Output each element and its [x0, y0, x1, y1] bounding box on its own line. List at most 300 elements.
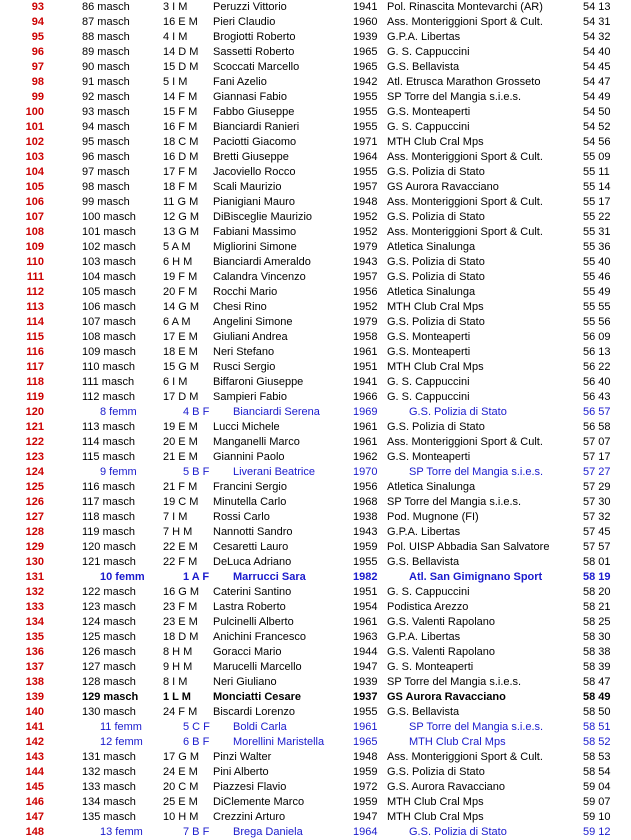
athlete-name-cell: Cesaretti Lauro [213, 541, 289, 553]
position-cell: 97 [31, 61, 44, 73]
category-position-cell: 1 L M [163, 691, 191, 703]
time-cell: 55 31 [583, 226, 611, 238]
time-cell: 57 30 [583, 496, 611, 508]
category-position-cell: 21 F M [163, 481, 198, 493]
category-count-cell: 104 masch [82, 271, 136, 283]
position-cell: 146 [25, 796, 44, 808]
category-count-cell: 123 masch [82, 601, 136, 613]
table-row [0, 75, 631, 90]
category-count-cell: 87 masch [82, 16, 130, 28]
club-cell: G.S. Bellavista [387, 61, 460, 73]
position-cell: 103 [25, 151, 44, 163]
table-row [0, 780, 631, 795]
time-cell: 58 53 [583, 751, 611, 763]
athlete-name-cell: Migliorini Simone [213, 241, 297, 253]
birth-year-cell: 1957 [353, 181, 378, 193]
birth-year-cell: 1968 [353, 496, 378, 508]
athlete-name-cell: Manganelli Marco [213, 436, 300, 448]
category-position-cell: 15 D M [163, 61, 199, 73]
time-cell: 58 39 [583, 661, 611, 673]
birth-year-cell: 1958 [353, 331, 378, 343]
time-cell: 54 56 [583, 136, 611, 148]
position-cell: 117 [26, 361, 44, 373]
position-cell: 141 [25, 721, 44, 733]
time-cell: 59 10 [583, 811, 611, 823]
position-cell: 126 [25, 496, 44, 508]
birth-year-cell: 1961 [353, 436, 378, 448]
category-count-cell: 129 masch [82, 691, 139, 703]
athlete-name-cell: Jacoviello Rocco [213, 166, 296, 178]
table-row [0, 480, 631, 495]
athlete-name-cell: Lastra Roberto [213, 601, 286, 613]
club-cell: Atl. San Gimignano Sport [409, 571, 543, 583]
athlete-name-cell: Chesi Rino [213, 301, 267, 313]
birth-year-cell: 1955 [353, 106, 378, 118]
category-count-cell: 108 masch [82, 331, 136, 343]
category-position-cell: 20 F M [163, 286, 198, 298]
time-cell: 54 40 [583, 46, 611, 58]
category-count-cell: 116 masch [82, 481, 135, 493]
time-cell: 56 58 [583, 421, 611, 433]
category-count-cell: 11 femm [100, 721, 142, 733]
birth-year-cell: 1959 [353, 541, 378, 553]
club-cell: MTH Club Cral Mps [387, 361, 484, 373]
position-cell: 138 [25, 676, 44, 688]
club-cell: G.S. Valenti Rapolano [387, 646, 496, 658]
birth-year-cell: 1965 [353, 46, 378, 58]
position-cell: 137 [25, 661, 44, 673]
time-cell: 55 36 [583, 241, 611, 253]
time-cell: 58 19 [583, 571, 611, 583]
position-cell: 131 [25, 571, 44, 583]
athlete-name-cell: Marrucci Sara [233, 571, 306, 583]
time-cell: 56 43 [583, 391, 611, 403]
position-cell: 99 [31, 91, 44, 103]
category-count-cell: 120 masch [82, 541, 136, 553]
category-position-cell: 16 F M [163, 121, 198, 133]
club-cell: SP Torre del Mangia s.i.e.s. [409, 466, 544, 478]
table-row [0, 180, 631, 195]
category-count-cell: 90 masch [82, 61, 130, 73]
position-cell: 142 [25, 736, 44, 748]
time-cell: 54 32 [583, 31, 611, 43]
position-cell: 144 [25, 766, 44, 778]
table-row [0, 765, 631, 780]
table-row [0, 630, 631, 645]
table-row [0, 360, 631, 375]
category-count-cell: 96 masch [82, 151, 130, 163]
club-cell: G. S. Cappuccini [387, 391, 470, 403]
time-cell: 57 29 [583, 481, 611, 493]
table-row [0, 810, 631, 825]
category-position-cell: 17 E M [163, 331, 198, 343]
athlete-name-cell: Monciatti Cesare [213, 691, 302, 703]
club-cell: G. S. Cappuccini [387, 46, 470, 58]
category-count-cell: 133 masch [82, 781, 136, 793]
birth-year-cell: 1948 [353, 196, 378, 208]
table-row [0, 435, 631, 450]
athlete-name-cell: Lucci Michele [213, 421, 280, 433]
athlete-name-cell: Bianciardi Serena [233, 406, 320, 418]
table-row [0, 60, 631, 75]
position-cell: 98 [31, 76, 44, 88]
birth-year-cell: 1971 [353, 136, 378, 148]
birth-year-cell: 1955 [353, 121, 378, 133]
athlete-name-cell: Biffaroni Giuseppe [213, 376, 304, 388]
time-cell: 58 21 [583, 601, 611, 613]
birth-year-cell: 1951 [353, 361, 378, 373]
time-cell: 58 38 [583, 646, 611, 658]
category-count-cell: 89 masch [82, 46, 130, 58]
birth-year-cell: 1952 [353, 301, 378, 313]
table-row [0, 615, 631, 630]
time-cell: 55 22 [583, 211, 611, 223]
athlete-name-cell: Brogiotti Roberto [213, 31, 296, 43]
time-cell: 59 12 [583, 826, 611, 838]
birth-year-cell: 1979 [353, 241, 378, 253]
table-row [0, 240, 631, 255]
athlete-name-cell: Neri Stefano [213, 346, 275, 358]
category-count-cell: 126 masch [82, 646, 136, 658]
category-count-cell: 105 masch [82, 286, 136, 298]
category-position-cell: 16 E M [163, 16, 198, 28]
table-row [0, 450, 631, 465]
athlete-name-cell: Peruzzi Vittorio [213, 1, 287, 13]
time-cell: 54 52 [583, 121, 611, 133]
table-row [0, 525, 631, 540]
position-cell: 127 [25, 511, 44, 523]
position-cell: 101 [25, 121, 44, 133]
position-cell: 128 [25, 526, 44, 538]
club-cell: G.S. Polizia di Stato [387, 271, 485, 283]
position-cell: 123 [25, 451, 44, 463]
category-position-cell: 5 I M [163, 76, 188, 88]
athlete-name-cell: Scali Maurizio [213, 181, 282, 193]
table-row [0, 585, 631, 600]
time-cell: 56 40 [583, 376, 611, 388]
birth-year-cell: 1954 [353, 601, 378, 613]
table-row [0, 90, 631, 105]
category-position-cell: 18 D M [163, 631, 199, 643]
athlete-name-cell: Pinzi Walter [213, 751, 272, 763]
time-cell: 54 31 [583, 16, 611, 28]
athlete-name-cell: Crezzini Arturo [213, 811, 286, 823]
athlete-name-cell: Bianciardi Ameraldo [213, 256, 311, 268]
category-position-cell: 9 H M [163, 661, 193, 673]
club-cell: GS Aurora Ravacciano [387, 691, 506, 703]
category-position-cell: 11 G M [163, 196, 199, 208]
club-cell: SP Torre del Mangia s.i.e.s. [387, 676, 522, 688]
athlete-name-cell: Minutella Carlo [213, 496, 287, 508]
birth-year-cell: 1979 [353, 316, 378, 328]
category-position-cell: 19 E M [163, 421, 198, 433]
athlete-name-cell: Sampieri Fabio [213, 391, 287, 403]
birth-year-cell: 1944 [353, 646, 378, 658]
time-cell: 54 45 [583, 61, 611, 73]
table-row [0, 510, 631, 525]
time-cell: 55 55 [583, 301, 611, 313]
table-row [0, 30, 631, 45]
birth-year-cell: 1941 [353, 1, 378, 13]
birth-year-cell: 1961 [353, 421, 378, 433]
time-cell: 59 07 [583, 796, 611, 808]
category-position-cell: 8 H M [163, 646, 193, 658]
category-position-cell: 7 B F [183, 826, 210, 838]
category-position-cell: 6 I M [163, 376, 188, 388]
table-row [0, 390, 631, 405]
category-position-cell: 16 D M [163, 151, 199, 163]
birth-year-cell: 1965 [353, 736, 378, 748]
athlete-name-cell: Fani Azelio [213, 76, 267, 88]
athlete-name-cell: Rocchi Mario [213, 286, 278, 298]
category-position-cell: 14 D M [163, 46, 199, 58]
time-cell: 55 11 [583, 166, 610, 178]
category-count-cell: 102 masch [82, 241, 136, 253]
time-cell: 58 49 [583, 691, 611, 703]
category-position-cell: 23 E M [163, 616, 198, 628]
club-cell: GS Aurora Ravacciano [387, 181, 499, 193]
club-cell: Pod. Mugnone (FI) [387, 511, 479, 523]
category-count-cell: 94 masch [82, 121, 130, 133]
club-cell: Ass. Monteriggioni Sport & Cult. [387, 226, 543, 238]
table-row [0, 720, 631, 735]
time-cell: 56 09 [583, 331, 611, 343]
time-cell: 58 25 [583, 616, 611, 628]
table-row [0, 225, 631, 240]
time-cell: 58 20 [583, 586, 611, 598]
category-count-cell: 12 femm [100, 736, 143, 748]
category-count-cell: 86 masch [82, 1, 130, 13]
position-cell: 110 [26, 256, 44, 268]
athlete-name-cell: Liverani Beatrice [233, 466, 315, 478]
time-cell: 54 49 [583, 91, 611, 103]
birth-year-cell: 1963 [353, 631, 378, 643]
athlete-name-cell: Giannini Paolo [213, 451, 285, 463]
birth-year-cell: 1964 [353, 151, 378, 163]
birth-year-cell: 1948 [353, 751, 378, 763]
table-row [0, 135, 631, 150]
category-position-cell: 18 F M [163, 181, 198, 193]
club-cell: Atl. Etrusca Marathon Grosseto [387, 76, 541, 88]
position-cell: 118 [26, 376, 44, 388]
position-cell: 147 [25, 811, 44, 823]
time-cell: 55 49 [583, 286, 611, 298]
category-position-cell: 20 C M [163, 781, 199, 793]
position-cell: 112 [26, 286, 44, 298]
position-cell: 94 [31, 16, 44, 28]
club-cell: Atletica Sinalunga [387, 286, 476, 298]
club-cell: MTH Club Cral Mps [409, 736, 506, 748]
category-position-cell: 22 E M [163, 541, 198, 553]
athlete-name-cell: Angelini Simone [213, 316, 293, 328]
category-count-cell: 99 masch [82, 196, 130, 208]
club-cell: G.S. Polizia di Stato [387, 256, 485, 268]
athlete-name-cell: Scoccati Marcello [213, 61, 300, 73]
position-cell: 107 [25, 211, 44, 223]
athlete-name-cell: Giuliani Andrea [213, 331, 288, 343]
table-row [0, 210, 631, 225]
birth-year-cell: 1959 [353, 796, 378, 808]
category-count-cell: 114 masch [82, 436, 135, 448]
category-position-cell: 6 B F [183, 736, 210, 748]
position-cell: 96 [31, 46, 44, 58]
position-cell: 113 [26, 301, 44, 313]
category-position-cell: 12 G M [163, 211, 200, 223]
table-row [0, 405, 631, 420]
club-cell: MTH Club Cral Mps [387, 796, 484, 808]
category-position-cell: 1 A F [183, 571, 210, 583]
club-cell: Ass. Monteriggioni Sport & Cult. [387, 196, 543, 208]
athlete-name-cell: Rossi Carlo [213, 511, 270, 523]
category-count-cell: 134 masch [82, 796, 136, 808]
category-position-cell: 7 H M [163, 526, 193, 538]
category-position-cell: 10 H M [163, 811, 199, 823]
category-count-cell: 13 femm [100, 826, 143, 838]
birth-year-cell: 1969 [353, 406, 378, 418]
time-cell: 55 14 [583, 181, 611, 193]
category-position-cell: 19 C M [163, 496, 199, 508]
category-position-cell: 14 G M [163, 301, 200, 313]
birth-year-cell: 1962 [353, 451, 378, 463]
athlete-name-cell: Morellini Maristella [233, 736, 325, 748]
birth-year-cell: 1957 [353, 271, 378, 283]
table-row [0, 285, 631, 300]
club-cell: G.S. Aurora Ravacciano [387, 781, 506, 793]
position-cell: 108 [25, 226, 44, 238]
athlete-name-cell: Francini Sergio [213, 481, 287, 493]
time-cell: 54 47 [583, 76, 611, 88]
club-cell: G.S. Bellavista [387, 706, 460, 718]
birth-year-cell: 1939 [353, 31, 378, 43]
category-count-cell: 122 masch [82, 586, 136, 598]
category-position-cell: 5 C F [183, 721, 210, 733]
time-cell: 55 56 [583, 316, 611, 328]
category-count-cell: 124 masch [82, 616, 136, 628]
birth-year-cell: 1961 [353, 346, 378, 358]
category-position-cell: 20 E M [163, 436, 198, 448]
athlete-name-cell: Brega Daniela [233, 826, 303, 838]
table-row [0, 555, 631, 570]
category-position-cell: 24 F M [163, 706, 198, 718]
position-cell: 135 [25, 631, 44, 643]
position-cell: 102 [25, 136, 44, 148]
club-cell: G.S. Polizia di Stato [387, 211, 485, 223]
athlete-name-cell: Biscardi Lorenzo [213, 706, 295, 718]
birth-year-cell: 1955 [353, 556, 378, 568]
birth-year-cell: 1952 [353, 211, 378, 223]
table-row [0, 495, 631, 510]
athlete-name-cell: Goracci Mario [213, 646, 282, 658]
category-position-cell: 19 F M [163, 271, 198, 283]
club-cell: Ass. Monteriggioni Sport & Cult. [387, 436, 543, 448]
category-count-cell: 113 masch [82, 421, 135, 433]
category-count-cell: 93 masch [82, 106, 130, 118]
birth-year-cell: 1965 [353, 61, 378, 73]
athlete-name-cell: Caterini Santino [213, 586, 292, 598]
athlete-name-cell: Pulcinelli Alberto [213, 616, 294, 628]
athlete-name-cell: Boldi Carla [233, 721, 287, 733]
table-row [0, 15, 631, 30]
club-cell: G.S. Valenti Rapolano [387, 616, 496, 628]
athlete-name-cell: Rusci Sergio [213, 361, 276, 373]
table-row [0, 300, 631, 315]
time-cell: 54 13 [583, 1, 611, 13]
club-cell: G.S. Polizia di Stato [387, 316, 485, 328]
position-cell: 143 [25, 751, 44, 763]
birth-year-cell: 1961 [353, 616, 378, 628]
category-count-cell: 112 masch [82, 391, 135, 403]
table-row [0, 45, 631, 60]
club-cell: G.P.A. Libertas [387, 631, 461, 643]
birth-year-cell: 1961 [353, 721, 378, 733]
table-row [0, 0, 631, 15]
table-row [0, 105, 631, 120]
time-cell: 58 51 [583, 721, 611, 733]
category-count-cell: 111 masch [82, 376, 135, 388]
table-row [0, 600, 631, 615]
table-row [0, 690, 631, 705]
table-row [0, 750, 631, 765]
position-cell: 116 [26, 346, 44, 358]
category-count-cell: 97 masch [82, 166, 130, 178]
category-count-cell: 103 masch [82, 256, 136, 268]
table-row [0, 315, 631, 330]
category-position-cell: 8 I M [163, 676, 188, 688]
category-position-cell: 25 E M [163, 796, 198, 808]
birth-year-cell: 1947 [353, 811, 378, 823]
position-cell: 133 [25, 601, 44, 613]
position-cell: 121 [25, 421, 44, 433]
category-count-cell: 135 masch [82, 811, 136, 823]
club-cell: MTH Club Cral Mps [387, 301, 484, 313]
category-position-cell: 13 G M [163, 226, 200, 238]
position-cell: 125 [25, 481, 44, 493]
athlete-name-cell: Marucelli Marcello [213, 661, 302, 673]
category-count-cell: 127 masch [82, 661, 136, 673]
table-row [0, 795, 631, 810]
club-cell: G.S. Polizia di Stato [409, 406, 507, 418]
position-cell: 136 [25, 646, 44, 658]
club-cell: Ass. Monteriggioni Sport & Cult. [387, 751, 543, 763]
club-cell: Pol. UISP Abbadia San Salvatore [387, 541, 550, 553]
athlete-name-cell: Giannasi Fabio [213, 91, 287, 103]
birth-year-cell: 1941 [353, 376, 378, 388]
table-row [0, 660, 631, 675]
time-cell: 56 57 [583, 406, 611, 418]
position-cell: 114 [26, 316, 44, 328]
category-count-cell: 119 masch [82, 526, 135, 538]
category-position-cell: 14 F M [163, 91, 198, 103]
athlete-name-cell: Piazzesi Flavio [213, 781, 287, 793]
category-position-cell: 6 H M [163, 256, 193, 268]
position-cell: 120 [25, 406, 44, 418]
time-cell: 58 52 [583, 736, 611, 748]
club-cell: Pol. Rinascita Montevarchi (AR) [387, 1, 543, 13]
club-cell: G.P.A. Libertas [387, 526, 461, 538]
table-row [0, 735, 631, 750]
time-cell: 58 50 [583, 706, 611, 718]
position-cell: 122 [25, 436, 44, 448]
time-cell: 57 32 [583, 511, 611, 523]
birth-year-cell: 1982 [353, 571, 378, 583]
club-cell: G. S. Monteaperti [387, 661, 474, 673]
club-cell: G.S. Polizia di Stato [387, 421, 485, 433]
category-position-cell: 6 A M [163, 316, 191, 328]
category-position-cell: 23 F M [163, 601, 198, 613]
time-cell: 56 13 [583, 346, 611, 358]
table-row [0, 330, 631, 345]
time-cell: 57 07 [583, 436, 611, 448]
